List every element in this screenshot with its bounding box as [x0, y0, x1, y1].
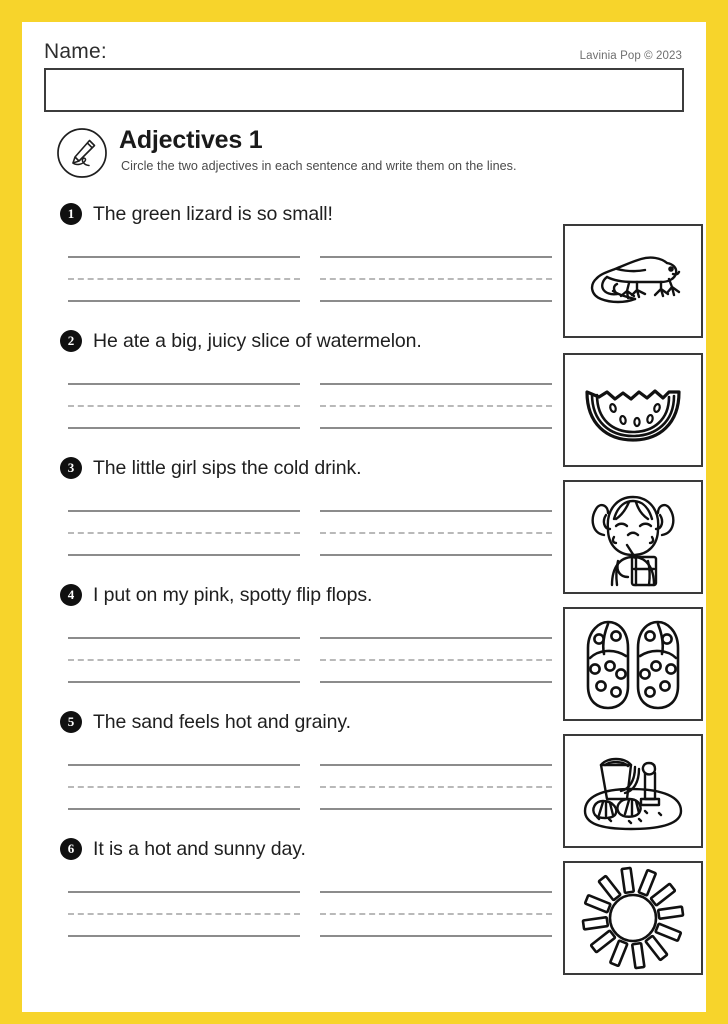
- answer-lines: [68, 742, 552, 810]
- question-row: [22, 325, 706, 452]
- question-sentence: He ate a big, juicy slice of watermelon.: [93, 329, 422, 352]
- writing-line-top: [68, 764, 300, 766]
- writing-line-bottom: [68, 808, 300, 810]
- writing-line-middle: [320, 532, 552, 534]
- page-title: Adjectives 1: [119, 126, 263, 154]
- writing-line-bottom: [320, 554, 552, 556]
- name-input-box[interactable]: [44, 68, 684, 112]
- writing-line-top: [320, 383, 552, 385]
- question-row: [22, 198, 706, 325]
- question-sentence: It is a hot and sunny day.: [93, 837, 306, 860]
- question-header: [60, 706, 351, 738]
- question-number-badge: 5: [60, 711, 82, 733]
- question-number-badge: 1: [60, 203, 82, 225]
- question-header: [60, 452, 361, 484]
- answer-lines: [68, 488, 552, 556]
- writing-line-middle: [320, 913, 552, 915]
- sand-bucket-spade-illustration: [563, 734, 703, 848]
- answer-column-right[interactable]: [320, 361, 552, 429]
- writing-line-middle: [320, 405, 552, 407]
- question-header: [60, 579, 372, 611]
- question-sentence: The green lizard is so small!: [93, 202, 333, 225]
- writing-line-middle: [320, 659, 552, 661]
- answer-column-right[interactable]: [320, 742, 552, 810]
- writing-line-bottom: [68, 935, 300, 937]
- question-number-badge: 4: [60, 584, 82, 606]
- answer-column-left[interactable]: [68, 361, 300, 429]
- questions-list: [22, 198, 706, 960]
- question-row: [22, 833, 706, 960]
- writing-line-bottom: [320, 427, 552, 429]
- writing-line-top: [320, 256, 552, 258]
- name-label: Name:: [44, 40, 107, 63]
- writing-line-bottom: [68, 427, 300, 429]
- header: [44, 40, 684, 70]
- answer-lines: [68, 615, 552, 683]
- writing-line-top: [320, 637, 552, 639]
- copyright-text: Lavinia Pop © 2023: [579, 50, 682, 62]
- answer-lines: [68, 869, 552, 937]
- question-header: [60, 325, 422, 357]
- writing-line-middle: [68, 278, 300, 280]
- writing-line-middle: [320, 278, 552, 280]
- question-number-badge: 2: [60, 330, 82, 352]
- writing-line-bottom: [320, 808, 552, 810]
- writing-line-top: [68, 256, 300, 258]
- worksheet-page: [22, 22, 706, 1012]
- writing-line-middle: [68, 532, 300, 534]
- writing-line-top: [68, 891, 300, 893]
- writing-line-bottom: [68, 300, 300, 302]
- writing-line-bottom: [320, 935, 552, 937]
- question-header: [60, 198, 333, 230]
- watermelon-illustration: [563, 353, 703, 467]
- writing-line-middle: [68, 786, 300, 788]
- question-number-badge: 3: [60, 457, 82, 479]
- writing-line-top: [320, 891, 552, 893]
- writing-line-bottom: [320, 300, 552, 302]
- pencil-icon: [55, 126, 109, 180]
- question-row: [22, 579, 706, 706]
- writing-line-bottom: [320, 681, 552, 683]
- answer-column-left[interactable]: [68, 869, 300, 937]
- answer-column-right[interactable]: [320, 488, 552, 556]
- question-row: [22, 452, 706, 579]
- answer-lines: [68, 234, 552, 302]
- writing-line-top: [68, 637, 300, 639]
- question-header: [60, 833, 306, 865]
- writing-line-middle: [68, 659, 300, 661]
- answer-column-left[interactable]: [68, 615, 300, 683]
- question-sentence: I put on my pink, spotty flip flops.: [93, 583, 373, 606]
- writing-line-bottom: [68, 681, 300, 683]
- sun-illustration: [563, 861, 703, 975]
- answer-column-right[interactable]: [320, 869, 552, 937]
- writing-line-bottom: [68, 554, 300, 556]
- answer-column-left[interactable]: [68, 488, 300, 556]
- writing-line-middle: [320, 786, 552, 788]
- writing-line-top: [320, 510, 552, 512]
- question-number-badge: 6: [60, 838, 82, 860]
- answer-column-left[interactable]: [68, 742, 300, 810]
- writing-line-top: [68, 383, 300, 385]
- question-sentence: The little girl sips the cold drink.: [93, 456, 362, 479]
- answer-column-left[interactable]: [68, 234, 300, 302]
- writing-line-middle: [68, 913, 300, 915]
- girl-drinking-illustration: [563, 480, 703, 594]
- writing-line-middle: [68, 405, 300, 407]
- flip-flops-illustration: [563, 607, 703, 721]
- answer-column-right[interactable]: [320, 615, 552, 683]
- title-block: [55, 126, 685, 188]
- writing-line-top: [320, 764, 552, 766]
- lizard-illustration: [563, 224, 703, 338]
- writing-line-top: [68, 510, 300, 512]
- question-row: [22, 706, 706, 833]
- answer-column-right[interactable]: [320, 234, 552, 302]
- question-sentence: The sand feels hot and grainy.: [93, 710, 351, 733]
- instructions-text: Circle the two adjectives in each sentence and write them on the lines.: [121, 159, 517, 173]
- answer-lines: [68, 361, 552, 429]
